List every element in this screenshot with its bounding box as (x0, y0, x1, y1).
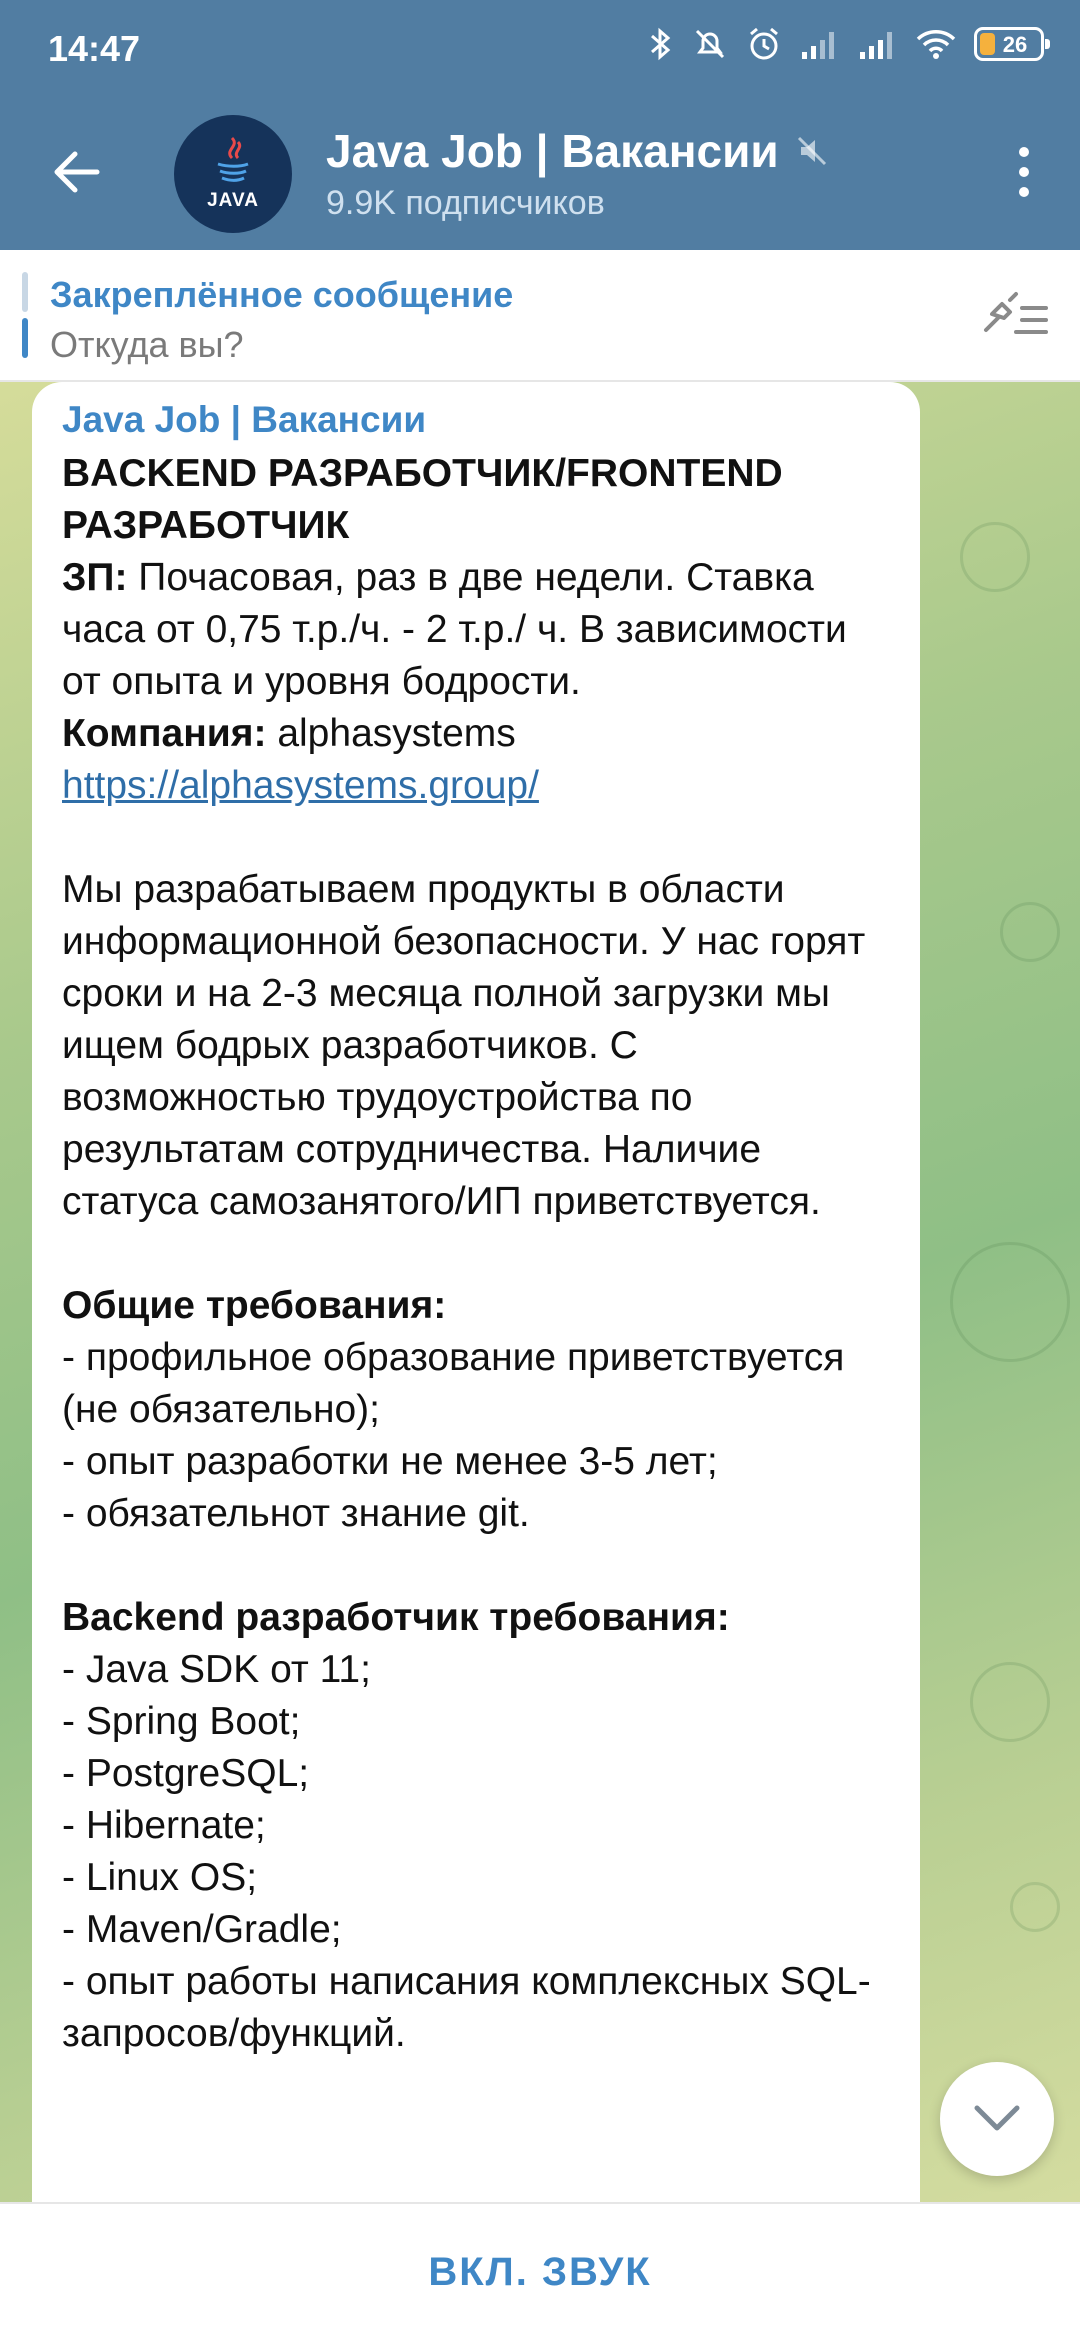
backend-requirement-item: - Hibernate; (62, 1804, 266, 1847)
backend-requirement-item: - Java SDK от 11; (62, 1648, 371, 1691)
subscriber-count: 9.9K подписчиков (326, 184, 605, 222)
bottom-bar (0, 2202, 1080, 2340)
background-doodle (970, 1662, 1050, 1742)
status-bar (0, 0, 1080, 96)
battery-level: 26 (1002, 32, 1028, 57)
general-requirement-item: - профильное образование приветствуется (не обязательно); (62, 1336, 856, 1431)
about-text: Мы разрабатываем продукты в области информационной безопасности. У нас горят сроки и на 2-3 месяца полной загрузки мы ищем бодрых разработчиков. С возможностью трудоустройства по результатам сотрудничества. Наличие статуса самозанятого/ИП приветствуется. (62, 868, 877, 1223)
java-logo-icon (208, 136, 258, 188)
status-icons (648, 26, 1044, 62)
backend-requirement-item: - PostgreSQL; (62, 1752, 310, 1795)
chat-area[interactable] (0, 382, 1080, 2202)
message-heading: BACKEND РАЗРАБОТЧИК/FRONTEND РАЗРАБОТЧИК (62, 452, 794, 547)
company-name: alphasystems (277, 712, 516, 755)
background-doodle (960, 522, 1030, 592)
backend-requirement-item: - опыт работы написания комплексных SQL-запросов/функций. (62, 1960, 871, 2055)
background-doodle (1010, 1882, 1060, 1932)
avatar-label: JAVA (207, 190, 259, 211)
company-link[interactable]: https://alphasystems.group/ (62, 764, 539, 807)
signal-icon (800, 28, 840, 60)
unmute-button[interactable]: ВКЛ. ЗВУК (428, 2249, 652, 2294)
arrow-left-icon (51, 150, 101, 194)
backend-requirements-title: Backend разработчик требования: (62, 1596, 730, 1639)
pinned-text: Откуда вы? (50, 324, 244, 365)
pin-list-icon[interactable] (980, 286, 1050, 346)
message-body (62, 448, 890, 2060)
more-menu-button[interactable] (988, 136, 1060, 208)
channel-title[interactable] (326, 124, 829, 178)
salary-text: Почасовая, раз в две недели. Ставка часа от 0,75 т.р./ч. - 2 т.р./ ч. В зависимости от опыта и уровня бодрости. (62, 556, 858, 703)
channel-title-text: Java Job | Вакансии (326, 125, 779, 177)
mute-icon (692, 26, 728, 62)
general-requirements-title: Общие требования: (62, 1284, 447, 1327)
channel-header (0, 96, 1080, 250)
company-label: Компания: (62, 712, 267, 755)
pinned-message-bar[interactable] (0, 250, 1080, 382)
message-bubble[interactable] (32, 382, 920, 2202)
backend-requirement-item: - Spring Boot; (62, 1700, 301, 1743)
dot-icon (1019, 187, 1029, 197)
chevron-down-icon (973, 2104, 1021, 2134)
pinned-title: Закреплённое сообщение (50, 274, 514, 315)
message-author[interactable]: Java Job | Вакансии (62, 399, 427, 440)
alarm-icon (746, 26, 782, 62)
dot-icon (1019, 167, 1029, 177)
signal-icon (858, 28, 898, 60)
salary-label: ЗП: (62, 556, 128, 599)
backend-requirement-item: - Linux OS; (62, 1856, 258, 1899)
pin-indicator (22, 272, 28, 358)
general-requirement-item: - опыт разработки не менее 3-5 лет; (62, 1440, 718, 1483)
backend-requirement-item: - Maven/Gradle; (62, 1908, 342, 1951)
back-button[interactable] (40, 136, 112, 208)
muted-speaker-icon (795, 134, 829, 168)
status-time: 14:47 (48, 28, 141, 69)
channel-avatar[interactable] (174, 115, 292, 233)
wifi-icon (916, 28, 956, 60)
bluetooth-icon (648, 26, 674, 62)
background-doodle (1000, 902, 1060, 962)
scroll-down-button[interactable] (940, 2062, 1054, 2176)
general-requirement-item: - обязательнот знание git. (62, 1492, 530, 1535)
dot-icon (1019, 147, 1029, 157)
battery-icon (974, 27, 1044, 61)
background-doodle (950, 1242, 1070, 1362)
